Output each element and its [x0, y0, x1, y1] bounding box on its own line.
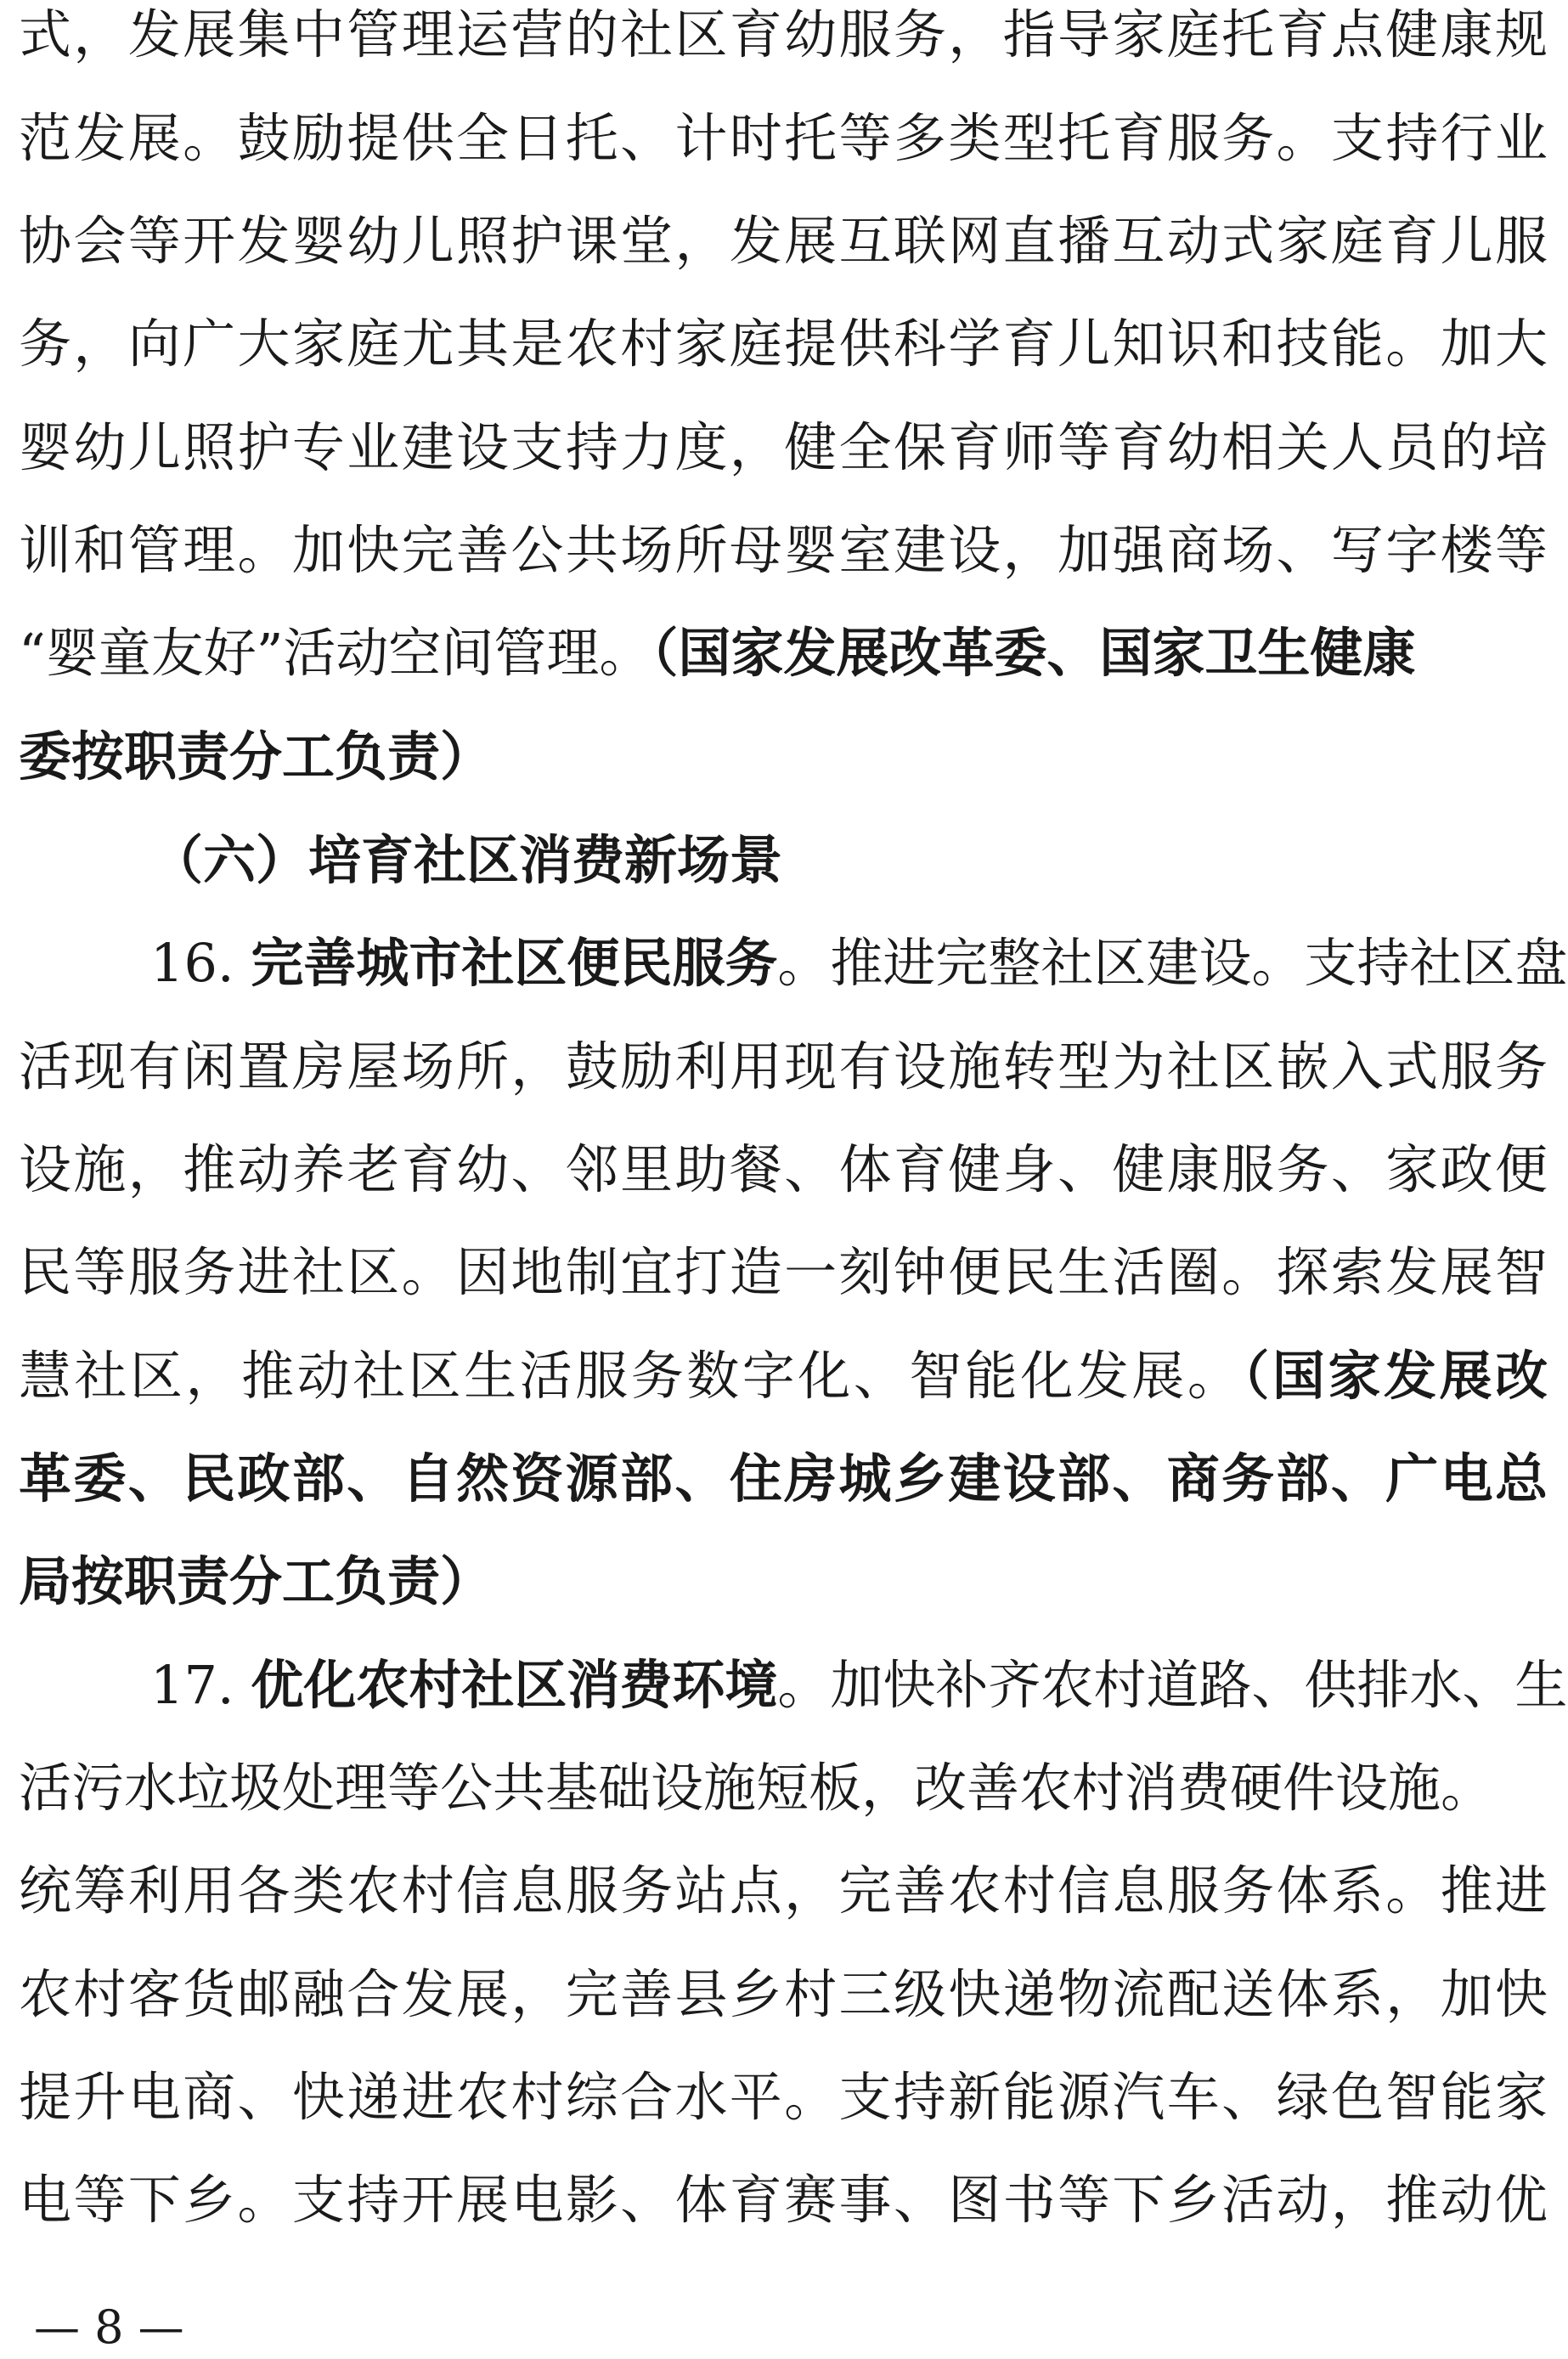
text-segment: 16.: [150, 932, 251, 994]
bold-text-segment: 委按职责分工负责）: [19, 725, 494, 787]
text-line: [150, 1654, 1568, 1716]
text-line: [19, 1140, 1548, 1199]
bold-text-segment: （国家发展改革委、国家卫生健康: [651, 622, 1416, 684]
text-segment: 17.: [150, 1654, 251, 1716]
text-line: [19, 1037, 1548, 1097]
text-line: [19, 109, 1548, 168]
text-segment: 电等下乡。支持开展电影、体育赛事、图书等下乡活动，推动优: [19, 2169, 1548, 2231]
text-line: [19, 1346, 1548, 1406]
text-line: [19, 212, 1548, 271]
text-line: [19, 5, 1548, 65]
text-segment: 慧社区，推动社区生活服务数字化、智能化发展。: [19, 1345, 1244, 1407]
text-segment: 训和管理。加快完善公共场所母婴室建设，加强商场、写字楼等: [19, 519, 1548, 581]
text-segment: 活污水垃圾处理等公共基础设施短板，改善农村消费硬件设施。: [19, 1757, 1494, 1819]
text-line: [19, 2170, 1548, 2230]
text-segment: 式，发展集中管理运营的社区育幼服务，指导家庭托育点健康规: [19, 3, 1548, 65]
text-line: [150, 831, 1548, 890]
text-line: [19, 521, 1548, 580]
text-segment: “婴童友好”活动空间管理。: [19, 622, 652, 684]
text-segment: 。加快补齐农村道路、供排水、生: [777, 1654, 1568, 1716]
text-line: [19, 624, 1548, 683]
text-line: [19, 314, 1548, 374]
bold-text-segment: 局按职责分工负责）: [19, 1550, 494, 1612]
bold-text-segment: （国家发展改: [1243, 1345, 1548, 1407]
text-line: [19, 1758, 1548, 1818]
text-line: [19, 2068, 1548, 2127]
text-segment: 提升电商、快递进农村综合水平。支持新能源汽车、绿色智能家: [19, 2066, 1548, 2128]
text-segment: 民等服务进社区。因地制宜打造一刻钟便民生活圈。探索发展智: [19, 1241, 1548, 1303]
bold-text-segment: （六）培育社区消费新场景: [150, 829, 783, 891]
text-segment: 农村客货邮融合发展，完善县乡村三级快递物流配送体系，加快: [19, 1963, 1548, 2025]
text-segment: 统筹利用各类农村信息服务站点，完善农村信息服务体系。推进: [19, 1860, 1548, 1922]
text-segment: 协会等开发婴幼儿照护课堂，发展互联网直播互动式家庭育儿服: [19, 210, 1548, 272]
text-line: [19, 1243, 1548, 1302]
page-number: — 8 —: [34, 2300, 184, 2354]
text-line: [19, 727, 1548, 787]
text-line: [150, 932, 1568, 994]
bold-text-segment: 优化农村社区消费环境: [251, 1654, 778, 1716]
bold-text-segment: 革委、民政部、自然资源部、住房城乡建设部、商务部、广电总: [19, 1448, 1548, 1510]
text-segment: 婴幼儿照护专业建设支持力度，健全保育师等育幼相关人员的培: [19, 416, 1548, 478]
text-line: [19, 1965, 1548, 2024]
bold-text-segment: 完善城市社区便民服务: [251, 932, 778, 994]
text-segment: 务，向广大家庭尤其是农村家庭提供科学育儿知识和技能。加大: [19, 313, 1548, 375]
text-line: [19, 418, 1548, 477]
text-segment: 范发展。鼓励提供全日托、计时托等多类型托育服务。支持行业: [19, 107, 1548, 169]
text-line: [19, 1449, 1548, 1509]
text-line: [19, 1552, 1548, 1611]
text-segment: 设施，推动养老育幼、邻里助餐、体育健身、健康服务、家政便: [19, 1138, 1548, 1200]
text-line: [19, 1861, 1548, 1921]
text-segment: 。推进完整社区建设。支持社区盘: [777, 932, 1568, 994]
text-segment: 活现有闲置房屋场所，鼓励利用现有设施转型为社区嵌入式服务: [19, 1036, 1548, 1098]
